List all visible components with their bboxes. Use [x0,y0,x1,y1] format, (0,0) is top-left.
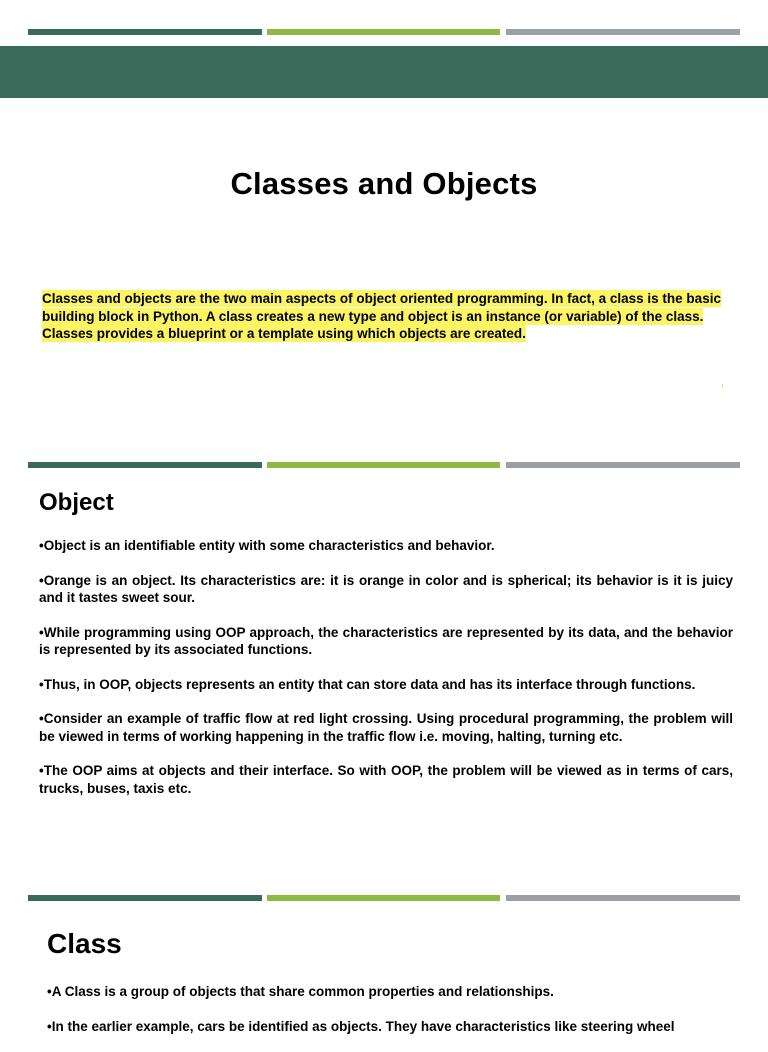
object-heading: Object [39,489,114,516]
intro-paragraph [42,290,742,343]
list-item: •In the earlier example, cars be identified as objects. They have characteristics like steering wheel [47,1018,675,1034]
stripe-gray [506,462,740,468]
small-mark [722,384,723,388]
list-item: •Consider an example of traffic flow at red light crossing. Using procedural programming, the problem will be viewed in terms of working happening in the traffic flow i.e. moving, halting, turning etc. [39,711,733,744]
stripe-dark-green [28,462,262,468]
stripe-light-green [267,462,500,468]
list-item: •Orange is an object. Its characteristics are: it is orange in color and is spherical; its behavior is it is juicy and it tastes sweet sour. [39,572,733,605]
highlighted-text: Classes and objects are the two main aspects of object oriented programming. In fact, a class is the basic building block in Python. A class creates a new type and object is an instance (or variable) of the class. Classes provides a blueprint or a template using which objects are created. [42,291,721,341]
list-item: •While programming using OOP approach, the characteristics are represented by its data, and the behavior is represented by its associated functions. [39,624,733,657]
list-item: •Object is an identifiable entity with some characteristics and behavior. [39,538,495,553]
section-divider-object [0,462,768,468]
class-heading: Class [47,928,122,959]
stripe-gray [506,895,740,901]
stripe-dark-green [28,29,262,35]
header-band [0,46,768,98]
object-bullet-list [39,537,733,814]
list-item: •Thus, in OOP, objects represents an entity that can store data and has its interface through functions. [39,676,696,692]
list-item: •The OOP aims at objects and their interface. So with OOP, the problem will be viewed as in terms of cars, trucks, buses, taxis etc. [39,763,733,796]
stripe-light-green [267,29,500,35]
class-bullet-list [47,983,741,1052]
list-item: •A Class is a group of objects that share common properties and relationships. [47,984,554,999]
top-stripe-row [0,29,768,35]
stripe-gray [506,29,740,35]
stripe-dark-green [28,895,262,901]
section-divider-class [0,895,768,901]
slide-title: Classes and Objects [230,166,538,201]
stripe-light-green [267,895,500,901]
